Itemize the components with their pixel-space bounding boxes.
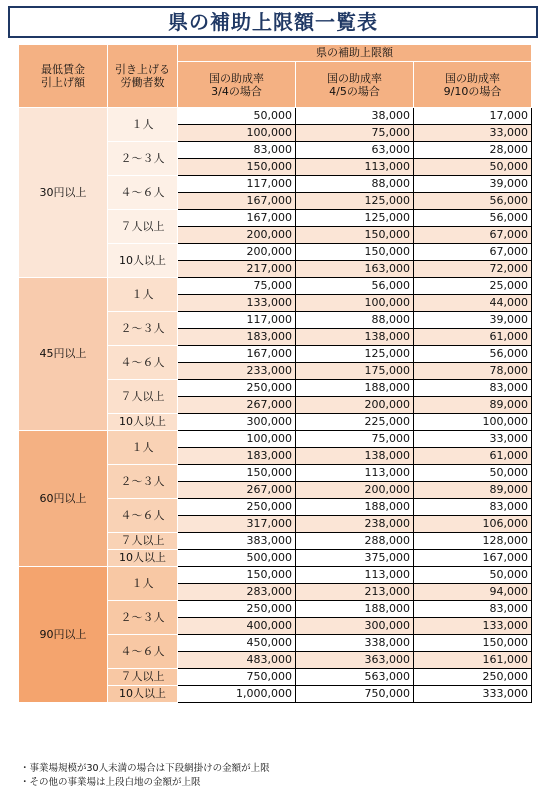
amount-cell: 128,000 [414, 533, 532, 550]
amount-cell: 163,000 [296, 261, 414, 278]
amount-cell: 167,000 [178, 346, 296, 363]
worker-count-cell: １人 [108, 567, 178, 601]
wage-increase-cell: 30円以上 [19, 108, 108, 278]
amount-cell: 38,000 [296, 108, 414, 125]
amount-cell: 17,000 [414, 108, 532, 125]
amount-cell: 50,000 [414, 159, 532, 176]
amount-cell: 317,000 [178, 516, 296, 533]
amount-cell: 300,000 [296, 618, 414, 635]
table-row [19, 278, 532, 295]
worker-count-cell: １人 [108, 108, 178, 142]
amount-cell: 200,000 [296, 482, 414, 499]
amount-cell: 44,000 [414, 295, 532, 312]
amount-cell: 250,000 [178, 380, 296, 397]
amount-cell: 167,000 [178, 210, 296, 227]
amount-cell: 89,000 [414, 397, 532, 414]
amount-cell: 56,000 [414, 210, 532, 227]
amount-cell: 75,000 [178, 278, 296, 295]
worker-count-cell: ４～６人 [108, 635, 178, 669]
wage-increase-cell: 45円以上 [19, 278, 108, 431]
amount-cell: 250,000 [414, 669, 532, 686]
amount-cell: 133,000 [178, 295, 296, 312]
amount-cell: 72,000 [414, 261, 532, 278]
amount-cell: 283,000 [178, 584, 296, 601]
amount-cell: 375,000 [296, 550, 414, 567]
worker-count-cell: 10人以上 [108, 414, 178, 431]
amount-cell: 88,000 [296, 176, 414, 193]
wage-increase-cell: 90円以上 [19, 567, 108, 703]
amount-cell: 267,000 [178, 482, 296, 499]
amount-cell: 125,000 [296, 210, 414, 227]
worker-count-cell: ７人以上 [108, 210, 178, 244]
header-rate-4-5: 国の助成率 4/5の場合 [296, 62, 414, 108]
amount-cell: 94,000 [414, 584, 532, 601]
amount-cell: 563,000 [296, 669, 414, 686]
amount-cell: 56,000 [296, 278, 414, 295]
amount-cell: 117,000 [178, 312, 296, 329]
amount-cell: 267,000 [178, 397, 296, 414]
table-row [19, 567, 532, 584]
worker-count-cell: １人 [108, 278, 178, 312]
amount-cell: 250,000 [178, 499, 296, 516]
amount-cell: 83,000 [178, 142, 296, 159]
amount-cell: 50,000 [414, 567, 532, 584]
worker-count-cell: ２～３人 [108, 312, 178, 346]
amount-cell: 67,000 [414, 244, 532, 261]
worker-count-cell: ７人以上 [108, 380, 178, 414]
amount-cell: 363,000 [296, 652, 414, 669]
amount-cell: 750,000 [296, 686, 414, 703]
amount-cell: 33,000 [414, 125, 532, 142]
amount-cell: 28,000 [414, 142, 532, 159]
worker-count-cell: ２～３人 [108, 601, 178, 635]
amount-cell: 75,000 [296, 431, 414, 448]
amount-cell: 83,000 [414, 499, 532, 516]
header-rate-3-4: 国の助成率 3/4の場合 [178, 62, 296, 108]
amount-cell: 150,000 [414, 635, 532, 652]
amount-cell: 333,000 [414, 686, 532, 703]
amount-cell: 133,000 [414, 618, 532, 635]
amount-cell: 150,000 [296, 244, 414, 261]
header-wage-increase: 最低賃金 引上げ額 [19, 45, 108, 108]
worker-count-cell: ２～３人 [108, 142, 178, 176]
amount-cell: 75,000 [296, 125, 414, 142]
amount-cell: 383,000 [178, 533, 296, 550]
amount-cell: 113,000 [296, 465, 414, 482]
table-body [19, 108, 532, 703]
amount-cell: 106,000 [414, 516, 532, 533]
page-title: 県の補助上限額一覧表 [8, 6, 538, 38]
amount-cell: 100,000 [178, 125, 296, 142]
amount-cell: 217,000 [178, 261, 296, 278]
amount-cell: 61,000 [414, 448, 532, 465]
worker-count-cell: ４～６人 [108, 346, 178, 380]
amount-cell: 100,000 [414, 414, 532, 431]
worker-count-cell: ７人以上 [108, 669, 178, 686]
amount-cell: 483,000 [178, 652, 296, 669]
amount-cell: 125,000 [296, 346, 414, 363]
amount-cell: 750,000 [178, 669, 296, 686]
amount-cell: 67,000 [414, 227, 532, 244]
amount-cell: 500,000 [178, 550, 296, 567]
amount-cell: 150,000 [296, 227, 414, 244]
amount-cell: 117,000 [178, 176, 296, 193]
amount-cell: 138,000 [296, 329, 414, 346]
amount-cell: 50,000 [178, 108, 296, 125]
amount-cell: 188,000 [296, 499, 414, 516]
amount-cell: 89,000 [414, 482, 532, 499]
footnote: ・その他の事業場は上段白地の金額が上限 [20, 777, 201, 788]
header-worker-count: 引き上げる 労働者数 [108, 45, 178, 108]
worker-count-cell: ７人以上 [108, 533, 178, 550]
amount-cell: 213,000 [296, 584, 414, 601]
amount-cell: 33,000 [414, 431, 532, 448]
amount-cell: 161,000 [414, 652, 532, 669]
amount-cell: 188,000 [296, 601, 414, 618]
amount-cell: 25,000 [414, 278, 532, 295]
amount-cell: 61,000 [414, 329, 532, 346]
amount-cell: 188,000 [296, 380, 414, 397]
footnotes [20, 762, 270, 790]
worker-count-cell: 10人以上 [108, 550, 178, 567]
amount-cell: 300,000 [178, 414, 296, 431]
amount-cell: 250,000 [178, 601, 296, 618]
header-rate-9-10: 国の助成率 9/10の場合 [414, 62, 532, 108]
amount-cell: 138,000 [296, 448, 414, 465]
amount-cell: 175,000 [296, 363, 414, 380]
amount-cell: 238,000 [296, 516, 414, 533]
amount-cell: 100,000 [296, 295, 414, 312]
worker-count-cell: １人 [108, 431, 178, 465]
amount-cell: 63,000 [296, 142, 414, 159]
footnote: ・事業場規模が30人未満の場合は下段網掛けの金額が上限 [20, 763, 270, 774]
amount-cell: 39,000 [414, 176, 532, 193]
amount-cell: 78,000 [414, 363, 532, 380]
table-row [19, 108, 532, 125]
worker-count-cell: 10人以上 [108, 686, 178, 703]
amount-cell: 1,000,000 [178, 686, 296, 703]
amount-cell: 200,000 [178, 227, 296, 244]
amount-cell: 113,000 [296, 567, 414, 584]
amount-cell: 183,000 [178, 448, 296, 465]
worker-count-cell: ４～６人 [108, 176, 178, 210]
amount-cell: 400,000 [178, 618, 296, 635]
amount-cell: 100,000 [178, 431, 296, 448]
amount-cell: 167,000 [414, 550, 532, 567]
amount-cell: 200,000 [296, 397, 414, 414]
amount-cell: 88,000 [296, 312, 414, 329]
amount-cell: 167,000 [178, 193, 296, 210]
amount-cell: 50,000 [414, 465, 532, 482]
amount-cell: 39,000 [414, 312, 532, 329]
amount-cell: 233,000 [178, 363, 296, 380]
header-subsidy-group: 県の補助上限額 [178, 45, 532, 62]
amount-cell: 125,000 [296, 193, 414, 210]
amount-cell: 83,000 [414, 601, 532, 618]
amount-cell: 183,000 [178, 329, 296, 346]
worker-count-cell: 10人以上 [108, 244, 178, 278]
amount-cell: 150,000 [178, 465, 296, 482]
worker-count-cell: ２～３人 [108, 465, 178, 499]
subsidy-table [18, 44, 532, 703]
amount-cell: 150,000 [178, 567, 296, 584]
amount-cell: 338,000 [296, 635, 414, 652]
table-header [19, 45, 532, 108]
amount-cell: 225,000 [296, 414, 414, 431]
amount-cell: 150,000 [178, 159, 296, 176]
wage-increase-cell: 60円以上 [19, 431, 108, 567]
amount-cell: 56,000 [414, 346, 532, 363]
amount-cell: 113,000 [296, 159, 414, 176]
table-row [19, 431, 532, 448]
amount-cell: 450,000 [178, 635, 296, 652]
amount-cell: 83,000 [414, 380, 532, 397]
amount-cell: 56,000 [414, 193, 532, 210]
amount-cell: 288,000 [296, 533, 414, 550]
worker-count-cell: ４～６人 [108, 499, 178, 533]
amount-cell: 200,000 [178, 244, 296, 261]
